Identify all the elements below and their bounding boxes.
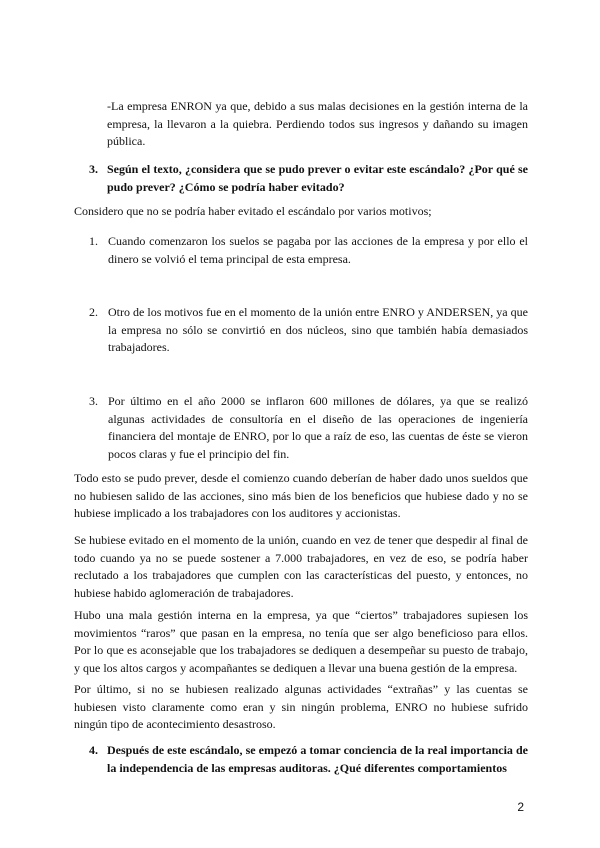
motive-3-number: 3. — [89, 394, 98, 408]
motive-item-1 — [89, 233, 528, 268]
page-number: 2 — [517, 800, 524, 814]
motive-item-3 — [89, 393, 528, 463]
paragraph-gestion: Hubo una mala gestión interna en la empresa, ya que “ciertos” trabajadores supiesen los movimientos “raros” que pasan en la empresa, no tenía que ser algo beneficioso para ellos. Por lo que es aconsejable que los trabajadores se dediquen a desempeñar su puesto de trabajo, y que los altos cargos y acompañantes se dediquen a llevar una buena gestión de la empresa. — [74, 608, 528, 675]
motive-2-number: 2. — [89, 305, 98, 319]
question-4-text: Después de este escándalo, se empezó a tomar conciencia de la real importancia de la independencia de las empresas auditoras. ¿Qué diferentes comportamientos — [107, 743, 528, 775]
motive-1-number: 1. — [89, 234, 98, 248]
paragraph-evitar: Se hubiese evitado en el momento de la unión, cuando en vez de tener que despedir al final de todo cuando ya no se puede sostener a 7.000 trabajadores, en vez de eso, se podría haber reclutado a los trabajadores que cumplen con las características del puesto, y entonces, no hubiese habido aglomeración de trabajadores. — [74, 533, 528, 600]
question-3-text: Según el texto, ¿considera que se pudo prever o evitar este escándalo? ¿Por qué se pudo prever? ¿Cómo se podría haber evitado? — [107, 162, 528, 194]
question-4-number: 4. — [89, 743, 98, 757]
motive-1-text: Cuando comenzaron los suelos se pagaba por las acciones de la empresa y por ello el dinero se volvió el tema principal de esta empresa. — [108, 234, 528, 266]
motive-3-text: Por último en el año 2000 se inflaron 600 millones de dólares, ya que se realizó algunas actividades de consultoría en el diseño de las operaciones de ingeniería financiera del montaje de ENRO, por lo que a raíz de eso, las cuentas de éste se vieron pocos claras y fue el principio del fin. — [108, 394, 528, 461]
motive-2-text: Otro de los motivos fue en el momento de la unión entre ENRO y ANDERSEN, ya que la empresa no sólo se convirtió en dos núcleos, sino que también había demasiados trabajadores. — [108, 305, 528, 354]
question-3 — [89, 161, 528, 196]
motive-item-2 — [89, 304, 528, 357]
paragraph-prever: Todo esto se pudo prever, desde el comienzo cuando deberían de haber dado unos sueldos que no hubiesen salido de las acciones, sino más bien de los beneficios que hubiese dado y no se hubiese implicado a los trabajadores con los auditores y accionistas. — [74, 471, 528, 520]
paragraph-ultimo: Por último, si no se hubiesen realizado algunas actividades “extrañas” y las cuentas se hubiesen visto claramente como eran y sin ningún problema, ENRO no hubiese sufrido ningún tipo de acontecimiento desastroso. — [74, 682, 528, 731]
question-3-number: 3. — [89, 162, 98, 176]
answer-intro: Considero que no se podría haber evitado el escándalo por varios motivos; — [74, 204, 432, 218]
question-4 — [89, 742, 528, 777]
intro-paragraph: -La empresa ENRON ya que, debido a sus malas decisiones en la gestión interna de la empresa, la llevaron a la quiebra. Perdiendo todos sus ingresos y dañando su imagen pública. — [107, 99, 528, 148]
